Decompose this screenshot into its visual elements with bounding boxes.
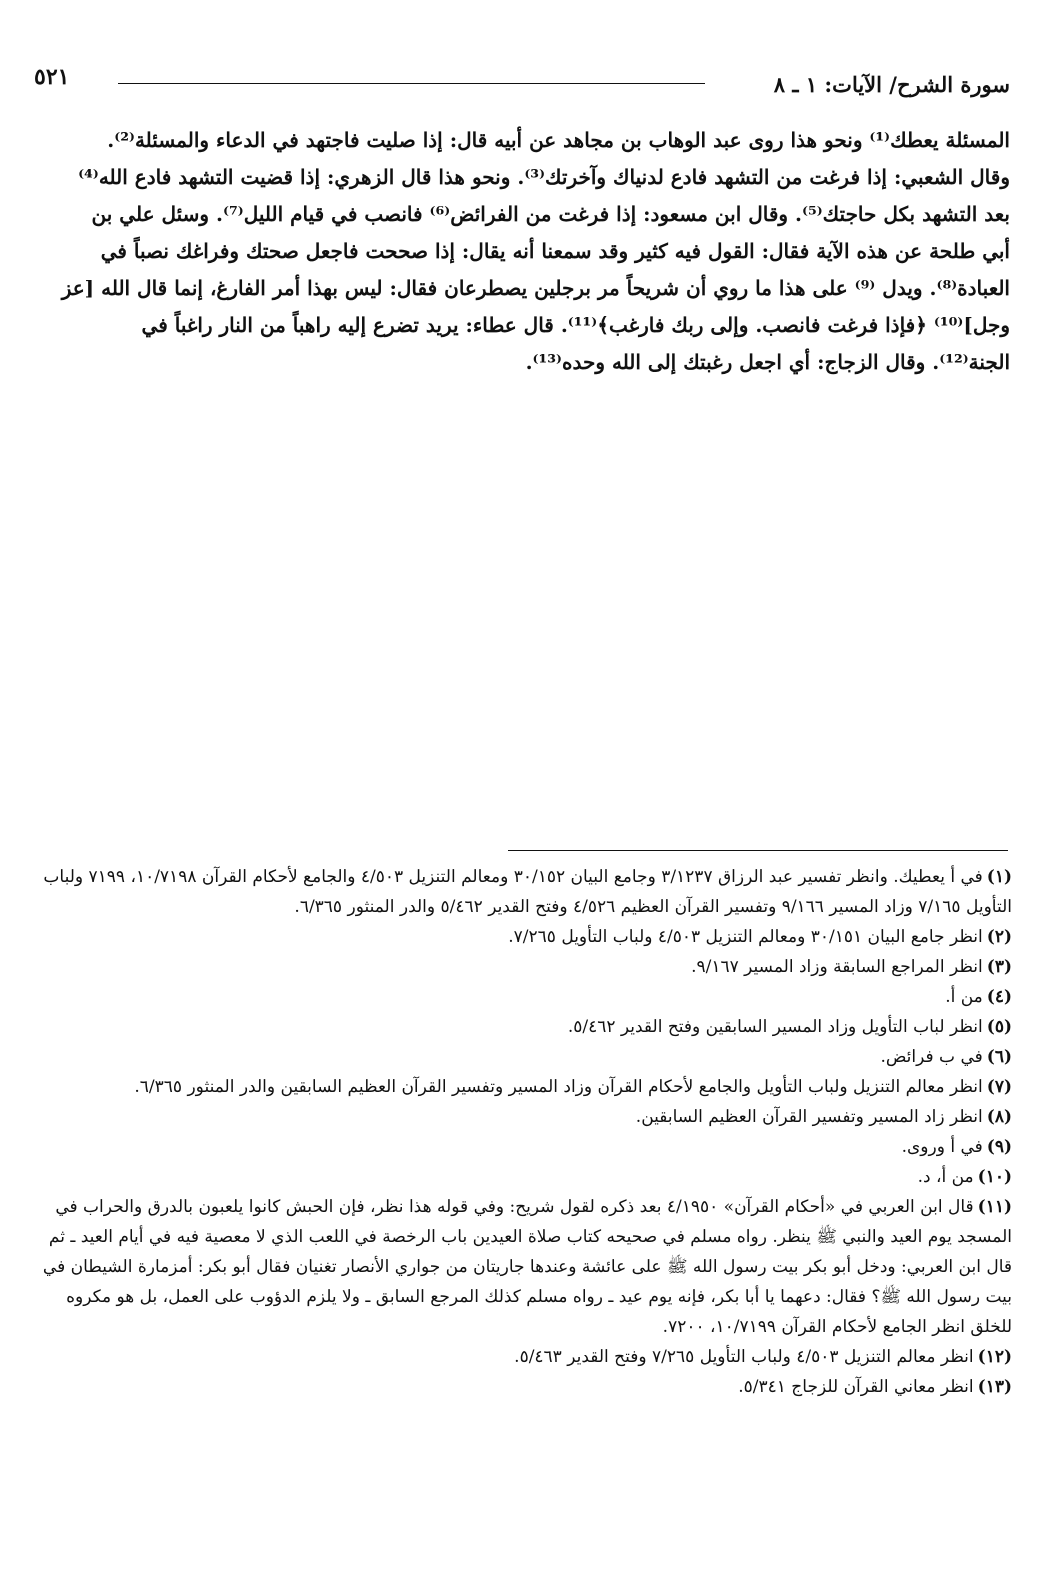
footnote-number: (٩) — [986, 1137, 1012, 1157]
footnote-number: (١٣) — [977, 1377, 1012, 1397]
footnote-number: (١٢) — [977, 1347, 1012, 1367]
text-line: وجل]⁽¹⁰⁾ ﴿فإذا فرغت فانصب. وإلى ربك فارغب﴾⁽¹¹⁾. قال عطاء: يريد تضرع إليه راهباً من النار راغباً في — [141, 313, 1010, 337]
footnote-text: من أ، د. — [917, 1167, 974, 1187]
footnote-text: في ب فرائض. — [880, 1047, 983, 1067]
footnote-text: انظر معالم التنزيل ٤/٥٠٣ ولباب التأويل ٧/٢٦٥ وفتح القدير ٥/٤٦٣. — [514, 1347, 974, 1367]
footnote — [34, 1012, 1012, 1042]
text-line: أبي طلحة عن هذه الآية فقال: القول فيه كثير وقد سمعنا أنه يقال: إذا صححت فاجعل صحتك وفراغك نصباً في — [100, 239, 1010, 263]
footnote-number: (١١) — [977, 1197, 1012, 1217]
footnote — [34, 982, 1012, 1012]
footnote-text: من أ. — [945, 987, 983, 1007]
footnote-text: انظر معالم التنزيل ولباب التأويل والجامع لأحكام القرآن وزاد المسير وتفسير القرآن العظيم السابقين والدر المنثور ٦/٣٦٥. — [134, 1077, 983, 1097]
footnotes — [34, 862, 1012, 1402]
footnote-number: (٨) — [986, 1107, 1012, 1127]
footnote-number: (٥) — [986, 1017, 1012, 1037]
footnote-number: (٦) — [986, 1047, 1012, 1067]
page-number: ٥٢١ — [34, 64, 70, 90]
footnote — [34, 862, 1012, 922]
footnote-text: انظر زاد المسير وتفسير القرآن العظيم السابقين. — [635, 1107, 983, 1127]
text-line: العبادة⁽⁸⁾. ويدل ⁽⁹⁾ على هذا ما روي أن شريحاً مر برجلين يصطرعان فقال: ليس بهذا أمر الفارغ، إنما قال الله [عز — [61, 276, 1010, 300]
footnote — [34, 952, 1012, 982]
footnote — [34, 1132, 1012, 1162]
running-header — [34, 58, 1010, 98]
text-line: وقال الشعبي: إذا فرغت من التشهد فادع لدنياك وآخرتك⁽³⁾. ونحو هذا قال الزهري: إذا قضيت التشهد فادع الله⁽⁴⁾ — [78, 165, 1010, 189]
footnote — [34, 922, 1012, 952]
footnote-number: (٧) — [986, 1077, 1012, 1097]
footnote — [34, 1342, 1012, 1372]
text-line: المسئلة يعطك⁽¹⁾ ونحو هذا روى عبد الوهاب بن مجاهد عن أبيه قال: إذا صليت فاجتهد في الدعاء والمسئلة⁽²⁾. — [107, 128, 1010, 152]
footnote-text: في أ وروى. — [901, 1137, 983, 1157]
footnote — [34, 1072, 1012, 1102]
footnote-number: (١٠) — [977, 1167, 1012, 1187]
text-line: بعد التشهد بكل حاجتك⁽⁵⁾. وقال ابن مسعود: إذا فرغت من الفرائض⁽⁶⁾ فانصب في قيام الليل⁽⁷⁾. وسئل علي بن — [91, 202, 1010, 226]
footnote-number: (٢) — [986, 927, 1012, 947]
footnote — [34, 1372, 1012, 1402]
footnote — [34, 1102, 1012, 1132]
footnote-separator — [508, 850, 1008, 851]
footnote-text: انظر المراجع السابقة وزاد المسير ٩/١٦٧. — [691, 957, 983, 977]
footnote-text: قال ابن العربي في «أحكام القرآن» ٤/١٩٥٠ بعد ذكره لقول شريح: وفي قوله هذا نظر، فإن الحبش كانوا يلعبون بالدرق والحراب في المسجد يوم العيد والنبي ﷺ ينظر. رواه مسلم في صحيحه كتاب صلاة العيدين باب الرخصة في اللعب الذي لا معصية فيه في أيام العيد ـ ثم قال ابن العربي: ودخل أبو بكر بيت رسول الله ﷺ على عائشة وعندها جاريتان من جواري الأنصار تغنيان فقال أبو بكر: أمزمارة الشيطان في بيت رسول الله ﷺ؟ فقال: دعهما يا أبا بكر، فإنه يوم عيد ـ رواه مسلم كذلك المرجع السابق ـ ولا يلزم الدؤوب على العمل، بل هو مكروه للخلق انظر الجامع لأحكام القرآن ١٠/٧١٩٩، ٧٢٠٠. — [42, 1197, 1012, 1337]
header-rule — [118, 83, 705, 84]
footnote-text: انظر لباب التأويل وزاد المسير السابقين وفتح القدير ٥/٤٦٢. — [567, 1017, 983, 1037]
chapter-title: سورة الشرح/ الآيات: ١ ـ ٨ — [773, 72, 1010, 97]
footnote-number: (١) — [986, 867, 1012, 887]
main-text — [40, 122, 1010, 381]
footnote-text: في أ يعطيك. وانظر تفسير عبد الرزاق ٣/١٢٣٧ وجامع البيان ٣٠/١٥٢ ومعالم التنزيل ٤/٥٠٣ والجامع لأحكام القرآن ١٠/٧١٩٨، ٧١٩٩ ولباب التأويل ٧/١٦٥ وزاد المسير ٩/١٦٦ وتفسير القرآن العظيم ٤/٥٢٦ وفتح القدير ٥/٤٦٢ والدر المنثور ٦/٣٦٥. — [43, 867, 1012, 917]
footnote — [34, 1162, 1012, 1192]
footnote-number: (٤) — [986, 987, 1012, 1007]
footnote — [34, 1042, 1012, 1072]
footnote-number: (٣) — [986, 957, 1012, 977]
text-line: الجنة⁽¹²⁾. وقال الزجاج: أي اجعل رغبتك إلى الله وحده⁽¹³⁾. — [525, 350, 1010, 374]
footnote — [34, 1192, 1012, 1342]
footnote-text: انظر معاني القرآن للزجاج ٥/٣٤١. — [738, 1377, 974, 1397]
footnote-text: انظر جامع البيان ٣٠/١٥١ ومعالم التنزيل ٤/٥٠٣ ولباب التأويل ٧/٢٦٥. — [508, 927, 983, 947]
